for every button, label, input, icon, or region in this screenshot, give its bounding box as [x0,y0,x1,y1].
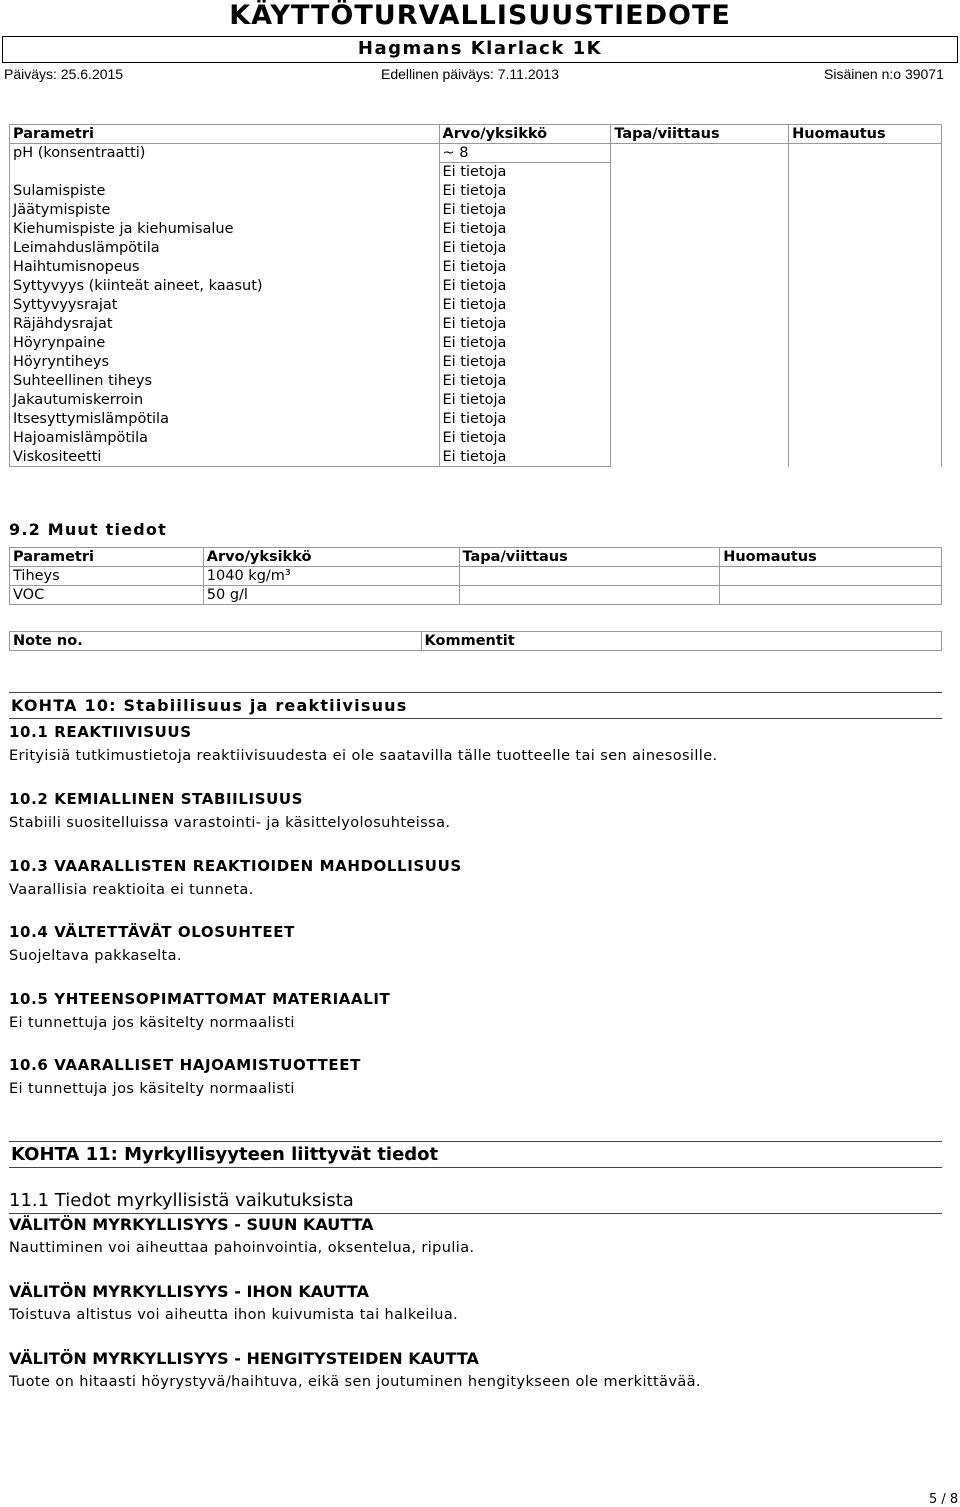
other-info-table [9,547,942,605]
value-cell: Ei tietoja [439,239,611,258]
parameter-cell: Jäätymispiste [10,201,440,220]
value-cell: Ei tietoja [439,448,611,467]
product-name: Hagmans Klarlack 1K [357,38,603,59]
remark-cell [789,334,942,353]
remark-cell [789,296,942,315]
internal-number: Sisäinen n:o 39071 [824,66,944,82]
remark-cell [789,163,942,182]
remark-cell [789,239,942,258]
toxicity-heading: VÄLITÖN MYRKYLLISYYS - SUUN KAUTTA [9,1215,374,1234]
toxicity-text: Tuote on hitaasti höyrystyvä/haihtuva, eikä sen joutuminen hengitykseen ole merkittävää. [9,1374,701,1390]
section-11-1-rule [9,1213,942,1214]
table-row [10,182,942,201]
properties-table [9,124,942,467]
table-row [10,163,942,182]
parameter-cell: Höyrynpaine [10,334,440,353]
method-cell [611,391,789,410]
value-cell: Ei tietoja [439,163,611,182]
value-cell: 1040 kg/m³ [203,567,459,586]
method-cell [611,429,789,448]
remark-cell [720,586,942,605]
parameter-cell: pH (konsentraatti) [10,144,440,163]
value-cell: Ei tietoja [439,277,611,296]
remark-cell [789,182,942,201]
section-11-1-title: 11.1 Tiedot myrkyllisistä vaikutuksista [9,1190,354,1211]
parameter-cell: Syttyvyysrajat [10,296,440,315]
parameter-cell: Hajoamislämpötila [10,429,440,448]
table-header: Arvo/yksikkö [439,125,611,144]
method-cell [459,586,720,605]
toxicity-text: Toistuva altistus voi aiheutta ihon kuivumista tai halkeilua. [9,1307,459,1323]
toxicity-heading: VÄLITÖN MYRKYLLISYYS - HENGITYSTEIDEN KAUTTA [9,1349,479,1368]
subsection-text: Ei tunnettuja jos käsitelty normaalisti [9,1015,295,1031]
table-row [10,372,942,391]
method-cell [611,296,789,315]
parameter-cell: VOC [10,586,204,605]
table-row [10,448,942,467]
parameter-cell: Viskositeetti [10,448,440,467]
table-row [10,144,942,163]
table-row [10,315,942,334]
method-cell [611,201,789,220]
toxicity-heading: VÄLITÖN MYRKYLLISYYS - IHON KAUTTA [9,1282,369,1301]
table-header: Parametri [10,125,440,144]
value-cell: Ei tietoja [439,315,611,334]
parameter-cell [10,163,440,182]
table-header: Parametri [10,548,204,567]
parameter-cell: Höyryntiheys [10,353,440,372]
remark-cell [789,448,942,467]
value-cell: Ei tietoja [439,201,611,220]
value-cell: Ei tietoja [439,258,611,277]
document-title: KÄYTTÖTURVALLISUUSTIEDOTE [229,0,731,31]
table-header: Huomautus [720,548,942,567]
method-cell [611,315,789,334]
parameter-cell: Syttyvyys (kiinteät aineet, kaasut) [10,277,440,296]
parameter-cell: Itsesyttymislämpötila [10,410,440,429]
subsection-heading: 10.4 VÄLTETTÄVÄT OLOSUHTEET [9,923,295,941]
method-cell [611,182,789,201]
table-row [10,334,942,353]
table-row [10,391,942,410]
parameter-cell: Jakautumiskerroin [10,391,440,410]
remark-cell [789,144,942,163]
remark-cell [789,353,942,372]
value-cell: Ei tietoja [439,391,611,410]
remark-cell [789,201,942,220]
remark-cell [789,410,942,429]
table-header: Arvo/yksikkö [203,548,459,567]
remark-cell [720,567,942,586]
subsection-text: Suojeltava pakkaselta. [9,948,182,964]
toxicity-text: Nauttiminen voi aiheuttaa pahoinvointia, oksentelua, ripulia. [9,1240,475,1256]
parameter-cell: Suhteellinen tiheys [10,372,440,391]
parameter-cell: Haihtumisnopeus [10,258,440,277]
remark-cell [789,220,942,239]
table-row [10,258,942,277]
section-9-2-title: 9.2 Muut tiedot [9,520,167,539]
section-11-bottom-rule [9,1167,942,1168]
value-cell: Ei tietoja [439,410,611,429]
method-cell [611,258,789,277]
method-cell [611,410,789,429]
method-cell [611,163,789,182]
table-row [10,353,942,372]
date: Päiväys: 25.6.2015 [4,66,124,82]
remark-cell [789,429,942,448]
remark-cell [789,372,942,391]
subsection-text: Ei tunnettuja jos käsitelty normaalisti [9,1081,295,1097]
parameter-cell: Räjähdysrajat [10,315,440,334]
notes-col-comments: Kommentit [421,632,941,651]
page-number: 5 / 8 [929,1492,959,1507]
method-cell [611,239,789,258]
section-11-title: KOHTA 11: Myrkyllisyyteen liittyvät tiedot [11,1144,439,1165]
subsection-heading: 10.3 VAARALLISTEN REAKTIOIDEN MAHDOLLISUUS [9,857,462,875]
table-row [10,296,942,315]
section-10-heading: KOHTA 10: Stabiilisuus ja reaktiivisuus [11,696,408,715]
value-cell: Ei tietoja [439,296,611,315]
table-row [10,277,942,296]
method-cell [611,277,789,296]
subsection-heading: 10.1 REAKTIIVISUUS [9,723,192,741]
table-row [10,429,942,448]
notes-table [9,631,942,651]
table-header: Huomautus [789,125,942,144]
value-cell: Ei tietoja [439,182,611,201]
parameter-cell: Kiehumispiste ja kiehumisalue [10,220,440,239]
section-10-bottom-rule [9,718,942,719]
table-header: Tapa/viittaus [611,125,789,144]
method-cell [611,334,789,353]
notes-col-note-no: Note no. [10,632,422,651]
previous-date: Edellinen päiväys: 7.11.2013 [381,66,559,82]
subsection-text: Stabiili suositelluissa varastointi- ja käsittelyolosuhteissa. [9,815,451,831]
remark-cell [789,277,942,296]
parameter-cell: Leimahduslämpötila [10,239,440,258]
value-cell: ~ 8 [439,144,611,163]
value-cell: Ei tietoja [439,429,611,448]
section-10-top-rule [9,692,942,693]
table-row [10,201,942,220]
parameter-cell: Tiheys [10,567,204,586]
method-cell [611,144,789,163]
table-row [10,410,942,429]
table-row [10,586,942,605]
table-header: Tapa/viittaus [459,548,720,567]
method-cell [459,567,720,586]
subsection-heading: 10.5 YHTEENSOPIMATTOMAT MATERIAALIT [9,990,391,1008]
table-row [10,239,942,258]
value-cell: Ei tietoja [439,334,611,353]
subsection-text: Erityisiä tutkimustietoja reaktiivisuudesta ei ole saatavilla tälle tuotteelle tai sen ainesosille. [9,748,718,764]
method-cell [611,353,789,372]
subsection-heading: 10.6 VAARALLISET HAJOAMISTUOTTEET [9,1056,361,1074]
subsection-text: Vaarallisia reaktioita ei tunneta. [9,882,254,898]
value-cell: Ei tietoja [439,353,611,372]
value-cell: Ei tietoja [439,372,611,391]
method-cell [611,448,789,467]
method-cell [611,372,789,391]
subsection-heading: 10.2 KEMIALLINEN STABIILISUUS [9,790,304,808]
remark-cell [789,258,942,277]
parameter-cell: Sulamispiste [10,182,440,201]
remark-cell [789,391,942,410]
value-cell: Ei tietoja [439,220,611,239]
remark-cell [789,315,942,334]
section-11-top-rule [9,1141,942,1142]
method-cell [611,220,789,239]
table-row [10,220,942,239]
table-row [10,567,942,586]
value-cell: 50 g/l [203,586,459,605]
